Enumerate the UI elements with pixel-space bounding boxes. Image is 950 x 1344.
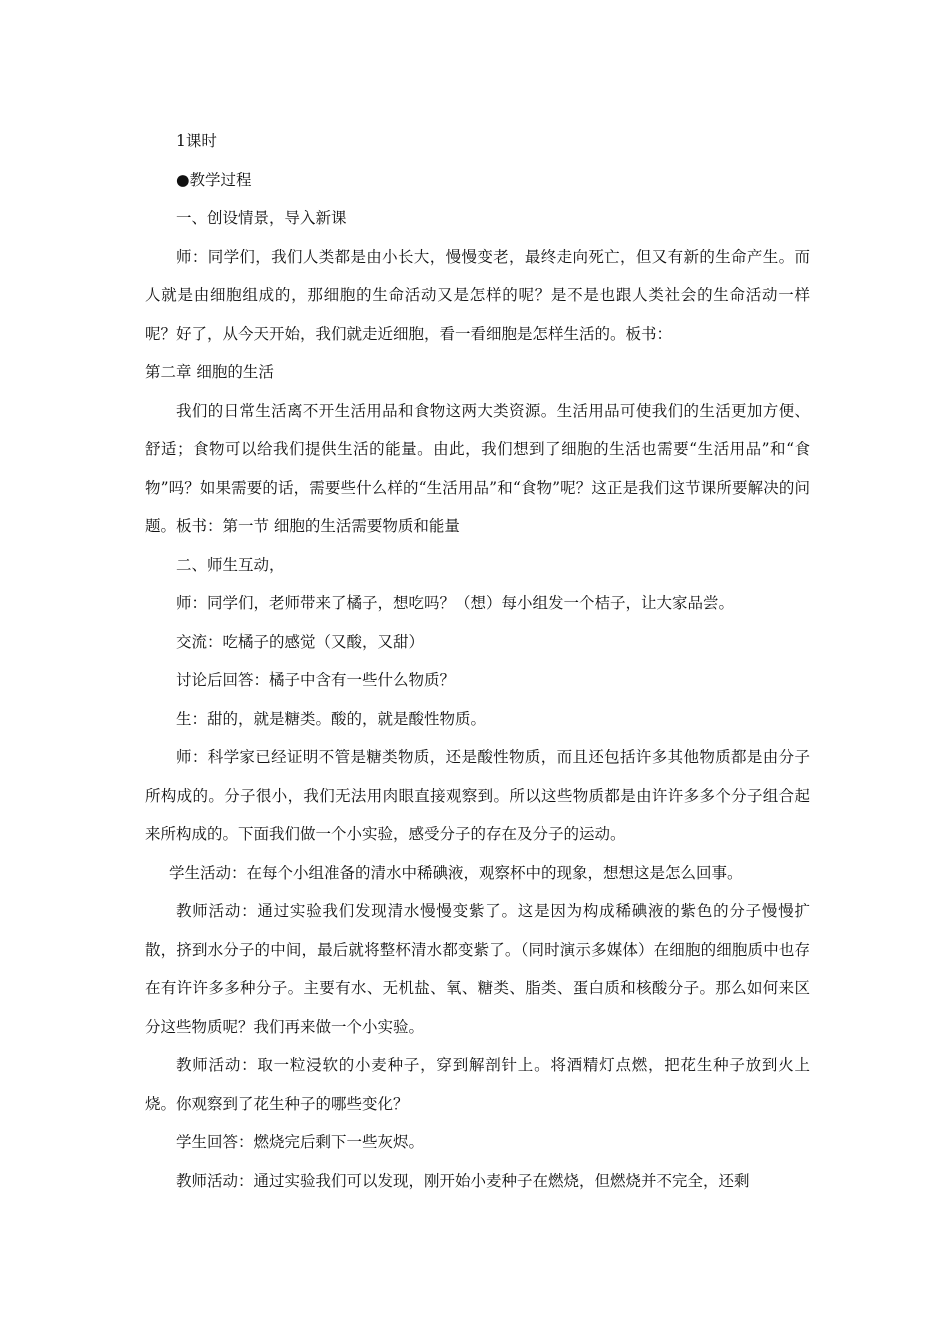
document-body	[145, 122, 810, 1200]
paragraph: 师：同学们，我们人类都是由小长大，慢慢变老，最终走向死亡，但又有新的生命产生。而人就是由细胞组成的，那细胞的生命活动又是怎样的呢？是不是也跟人类社会的生命活动一样呢？好了，从今天开始，我们就走近细胞，看一看细胞是怎样生活的。板书：	[145, 247, 810, 343]
paragraph: 教师活动：取一粒浸软的小麦种子，穿到解剖针上。将酒精灯点燃，把花生种子放到火上烧。你观察到了花生种子的哪些变化？	[145, 1056, 810, 1113]
paragraph: 生：甜的，就是糖类。酸的，就是酸性物质。	[176, 709, 487, 728]
paragraph: 教师活动：通过实验我们可以发现，刚开始小麦种子在燃烧，但燃烧并不完全，还剩	[176, 1171, 750, 1190]
paragraph: 讨论后回答：橘子中含有一些什么物质？	[176, 671, 456, 689]
paragraph: 师：科学家已经证明不管是糖类物质，还是酸性物质，而且还包括许多其他物质都是由分子所构成的。分子很小，我们无法用肉眼直接观察到。所以这些物质都是由许许多多个分子组合起来所构成的。下面我们做一个小实验，感受分子的存在及分子的运动。	[145, 748, 810, 843]
lesson-duration: 1课时	[176, 132, 217, 150]
paragraph: 教师活动：通过实验我们发现清水慢慢变紫了。这是因为构成稀碘液的紫色的分子慢慢扩散，挤到水分子的中间，最后就将整杯清水都变紫了。（同时演示多媒体）在细胞的细胞质中也存在有许许多多种分子。主要有水、无机盐、氧、糖类、脂类、蛋白质和核酸分子。那么如何来区分这些物质呢？我们再来做一个小实验。	[145, 902, 810, 1036]
section-heading-teaching-process: ●教学过程	[176, 170, 252, 189]
paragraph: 师：同学们，老师带来了橘子，想吃吗？（想）每小组发一个桔子，让大家品尝。	[176, 594, 735, 612]
paragraph: 交流：吃橘子的感觉（又酸，又甜）	[176, 632, 425, 651]
subheading-interaction: 二、师生互动，	[176, 555, 285, 574]
subheading-introduction: 一、创设情景，导入新课	[176, 209, 347, 227]
paragraph: 学生回答：燃烧完后剩下一些灰烬。	[176, 1133, 425, 1151]
paragraph: 我们的日常生活离不开生活用品和食物这两大类资源。生活用品可使我们的生活更加方便、舒适；食物可以给我们提供生活的能量。由此，我们想到了细胞的生活也需要“生活用品”和“食物”吗？如果需要的话，需要些什么样的“生活用品”和“食物”呢？这正是我们这节课所要解决的问题。板书：第一节 细胞的生活需要物质和能量	[145, 401, 810, 535]
paragraph: 学生活动：在每个小组准备的清水中稀碘液，观察杯中的现象，想想这是怎么回事。	[169, 863, 743, 882]
chapter-title: 第二章 细胞的生活	[145, 363, 274, 381]
